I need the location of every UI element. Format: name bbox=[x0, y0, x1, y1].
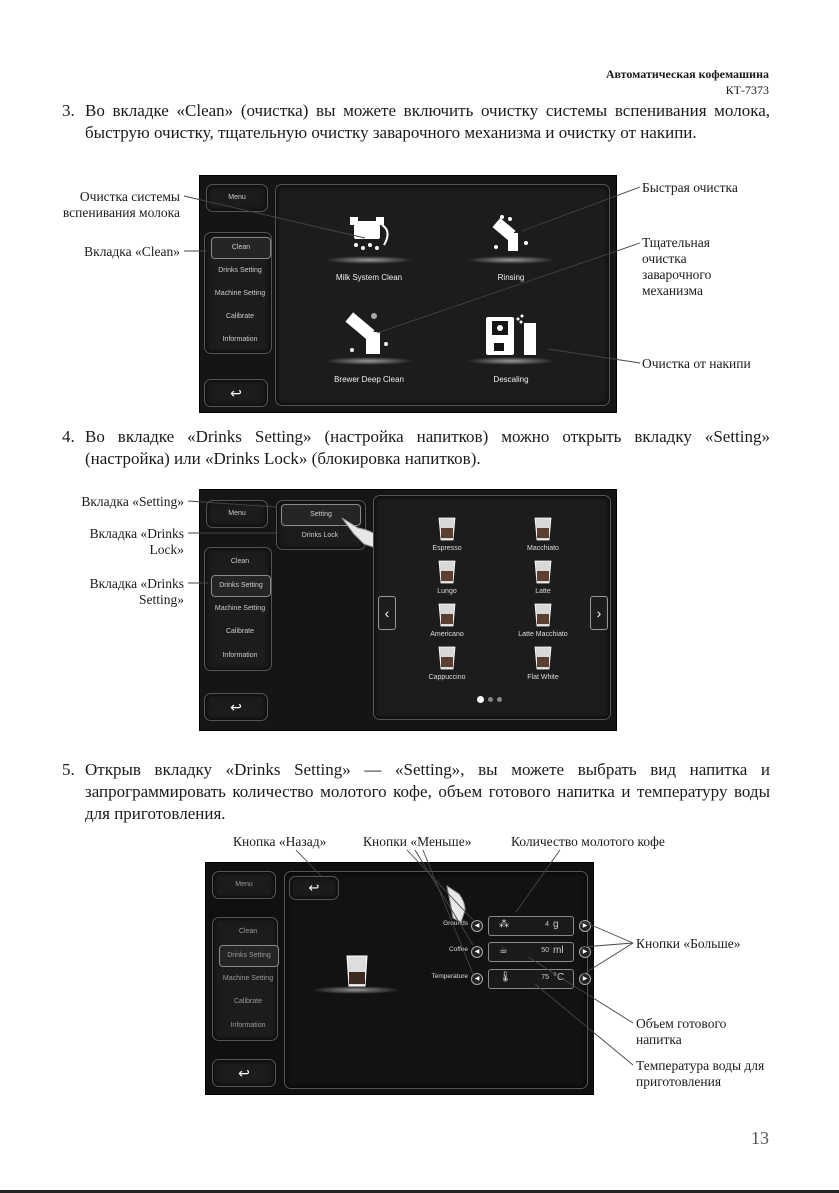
paragraph-text: Во вкладке «Clean» (очистка) вы можете включить очистку системы вспенивания молока, быструю очистку, тщательную очистку заварочного механизма и очистку от накипи. bbox=[85, 101, 770, 142]
parameter-value: 4 bbox=[545, 921, 549, 928]
tab-information[interactable]: Information bbox=[222, 336, 258, 343]
back-arrow-icon: ↩ bbox=[230, 699, 242, 715]
back-button[interactable] bbox=[289, 876, 339, 900]
parameter-label: Grounds bbox=[443, 920, 468, 927]
menu-label: Menu bbox=[228, 510, 246, 517]
tile-glow bbox=[324, 256, 414, 264]
drink-glow bbox=[311, 986, 401, 994]
decrease-button[interactable]: ◀ bbox=[471, 946, 483, 958]
page-dot-active[interactable] bbox=[477, 696, 484, 703]
paragraph-3 bbox=[62, 100, 770, 144]
parameter-label: Coffee bbox=[448, 946, 468, 953]
callout-deep: Тщательная очистка заварочного механизма bbox=[642, 235, 712, 298]
callout-less: Кнопки «Меньше» bbox=[363, 834, 472, 849]
tab-information[interactable]: Information bbox=[222, 652, 258, 659]
decrease-button[interactable]: ◀ bbox=[471, 920, 483, 932]
parameter-field[interactable] bbox=[488, 942, 574, 962]
back-arrow-icon: ↩ bbox=[308, 880, 320, 895]
drink-glass-icon[interactable] bbox=[437, 645, 457, 671]
tab-clean[interactable]: Clean bbox=[230, 558, 250, 565]
descaling-icon[interactable] bbox=[484, 313, 540, 362]
pointer-hand-icon bbox=[443, 884, 471, 929]
callout-setting: Вкладка «Setting» bbox=[81, 494, 184, 509]
drink-label[interactable]: Macchiato bbox=[527, 545, 559, 552]
parameter-value: 50 bbox=[541, 947, 549, 954]
callout-quick: Быстрая очистка bbox=[642, 180, 738, 195]
callout-temperature: Температура воды для приготовления bbox=[636, 1058, 765, 1089]
increase-button[interactable]: ▶ bbox=[579, 920, 591, 932]
tab-machine-setting[interactable]: Machine Setting bbox=[214, 605, 266, 612]
tab-clean[interactable]: Clean bbox=[211, 237, 271, 259]
drink-label[interactable]: Cappuccino bbox=[428, 674, 466, 681]
parameter-unit: °C bbox=[553, 972, 565, 983]
tabs-box bbox=[212, 917, 278, 1041]
drink-glass-icon[interactable] bbox=[437, 602, 457, 628]
paragraph-5 bbox=[62, 759, 770, 825]
tab-drinks-lock[interactable]: Drinks Lock bbox=[301, 532, 339, 539]
tab-calibrate[interactable]: Calibrate bbox=[233, 998, 262, 1005]
cup-icon: ☕ bbox=[499, 945, 508, 956]
tile-label-descaling[interactable]: Descaling bbox=[493, 375, 529, 384]
parameter-field[interactable] bbox=[488, 969, 574, 989]
drink-glass-icon[interactable] bbox=[437, 559, 457, 585]
tile-glow bbox=[466, 357, 556, 365]
parameters-panel bbox=[284, 871, 588, 1089]
page-number: 13 bbox=[751, 1128, 769, 1148]
tab-calibrate[interactable]: Calibrate bbox=[225, 313, 254, 320]
back-button[interactable] bbox=[204, 693, 268, 721]
parameter-unit: ml bbox=[553, 945, 564, 956]
drink-glass-icon[interactable] bbox=[533, 559, 553, 585]
beans-icon: ⁂ bbox=[499, 919, 509, 930]
paragraph-number: 3. bbox=[62, 101, 75, 120]
drink-glass-icon[interactable] bbox=[533, 645, 553, 671]
callout-clean-tab: Вкладка «Clean» bbox=[84, 244, 180, 259]
tab-drinks-setting[interactable]: Drinks Setting bbox=[218, 267, 262, 274]
next-page-button[interactable]: › bbox=[590, 596, 608, 630]
tab-setting[interactable]: Setting bbox=[281, 504, 361, 526]
paragraph-text: Открыв вкладку «Drinks Setting» — «Setting», вы можете выбрать вид напитка и запрограммировать количество молотого кофе, объем готового напитка и температуру воды для приготовления. bbox=[85, 760, 770, 823]
parameter-value: 75 bbox=[541, 974, 549, 981]
tab-clean[interactable]: Clean bbox=[238, 928, 258, 935]
tab-information[interactable]: Information bbox=[230, 1022, 266, 1029]
milk-system-clean-icon[interactable] bbox=[346, 215, 392, 260]
drink-label[interactable]: Flat White bbox=[527, 674, 559, 681]
drinks-setting-screen bbox=[199, 489, 617, 731]
tile-glow bbox=[324, 357, 414, 365]
back-button[interactable] bbox=[204, 379, 268, 407]
tile-label-milk[interactable]: Milk System Clean bbox=[335, 273, 403, 282]
thermometer-icon: 🌡 bbox=[499, 972, 512, 983]
parameter-field[interactable] bbox=[488, 916, 574, 936]
back-arrow-icon: ↩ bbox=[230, 385, 242, 401]
callout-volume: Объем готового напитка bbox=[636, 1016, 727, 1047]
increase-button[interactable]: ▶ bbox=[579, 973, 591, 985]
tabs-box bbox=[204, 232, 272, 354]
parameter-unit: g bbox=[553, 919, 559, 930]
back-arrow-icon: ↩ bbox=[238, 1065, 250, 1081]
drink-glass-icon[interactable] bbox=[437, 516, 457, 542]
rinsing-icon[interactable] bbox=[488, 213, 532, 260]
menu-label: Menu bbox=[235, 881, 253, 888]
tile-label-rinsing[interactable]: Rinsing bbox=[497, 273, 525, 282]
callout-drinks-setting: Вкладка «Drinks Setting» bbox=[89, 576, 184, 607]
drink-glass-icon[interactable] bbox=[533, 602, 553, 628]
menu-box bbox=[206, 184, 268, 212]
tile-glow bbox=[466, 256, 556, 264]
menu-label: Menu bbox=[228, 194, 246, 201]
drink-label[interactable]: Latte bbox=[535, 588, 551, 595]
header-model: КТ-7373 bbox=[725, 83, 769, 97]
sidebar-back-button[interactable] bbox=[212, 1059, 276, 1087]
prev-page-button[interactable]: ‹ bbox=[378, 596, 396, 630]
increase-button[interactable]: ▶ bbox=[579, 946, 591, 958]
paragraph-number: 5. bbox=[62, 760, 75, 779]
tab-drinks-setting[interactable]: Drinks Setting bbox=[219, 945, 279, 967]
decrease-button[interactable]: ◀ bbox=[471, 973, 483, 985]
callout-descale: Очистка от накипи bbox=[642, 356, 751, 371]
drink-label[interactable]: Lungo bbox=[437, 588, 457, 595]
drink-label[interactable]: Americano bbox=[430, 631, 464, 638]
tabs-box bbox=[204, 547, 272, 671]
menu-box bbox=[212, 871, 276, 899]
callout-back: Кнопка «Назад» bbox=[233, 834, 327, 849]
drink-label[interactable]: Latte Macchiato bbox=[518, 631, 568, 638]
clean-screen bbox=[199, 175, 617, 413]
callout-drinks-lock: Вкладка «Drinks Lock» bbox=[89, 526, 184, 557]
paragraph-4 bbox=[62, 426, 770, 470]
drink-label[interactable]: Espresso bbox=[432, 545, 462, 552]
page-dot[interactable] bbox=[497, 697, 502, 702]
drink-parameters-screen bbox=[205, 862, 594, 1095]
menu-box bbox=[206, 500, 268, 528]
callout-grounds: Количество молотого кофе bbox=[511, 834, 665, 849]
page-dot[interactable] bbox=[488, 697, 493, 702]
clean-options-panel bbox=[275, 184, 610, 406]
parameter-label: Temperature bbox=[431, 973, 468, 980]
header-title: Автоматическая кофемашина bbox=[605, 67, 769, 81]
tab-machine-setting[interactable]: Machine Setting bbox=[222, 975, 274, 982]
tab-calibrate[interactable]: Calibrate bbox=[225, 628, 254, 635]
paragraph-text: Во вкладке «Drinks Setting» (настройка напитков) можно открыть вкладку «Setting» (настройка) или «Drinks Lock» (блокировка напитков). bbox=[85, 427, 770, 468]
tab-drinks-setting[interactable]: Drinks Setting bbox=[211, 575, 271, 597]
tile-label-brewer[interactable]: Brewer Deep Clean bbox=[334, 375, 404, 384]
drink-glass-icon[interactable] bbox=[533, 516, 553, 542]
tab-machine-setting[interactable]: Machine Setting bbox=[214, 290, 266, 297]
drinks-grid-panel bbox=[373, 495, 611, 720]
callout-milk: Очистка системы вспенивания молока bbox=[62, 189, 180, 220]
callout-more: Кнопки «Больше» bbox=[636, 936, 741, 951]
paragraph-number: 4. bbox=[62, 427, 75, 446]
